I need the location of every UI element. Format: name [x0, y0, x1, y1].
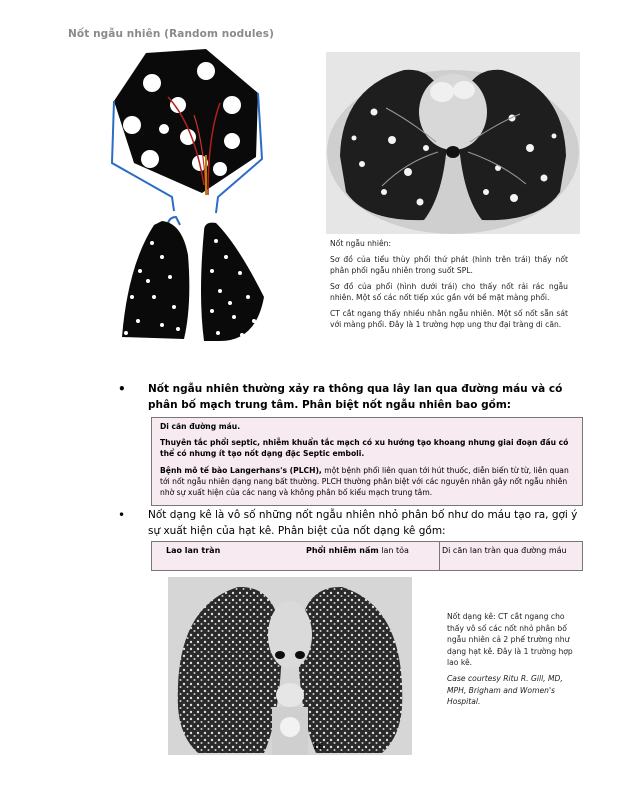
- bottom-figure-caption: [447, 611, 579, 712]
- bullet-text: Nốt dạng kê là vô số những nốt ngẫu nhiên nhỏ phân bố như do máu tạo ra, gợi ý sự xuất hiện của hạt kê. Phân biệt của nốt dạng kê gồm:: [148, 509, 578, 537]
- bullet-marker: •: [118, 382, 126, 396]
- top-figure-caption: [330, 238, 568, 335]
- bullet-text: Nốt ngẫu nhiên thường xảy ra thông qua lây lan qua đường máu và có phân bố mạch trung tâm. Phân biệt nốt ngẫu nhiên bao gồm:: [148, 383, 563, 411]
- differential-cell: Lao lan tràn: [166, 546, 221, 555]
- caption-credit: Case courtesy Ritu R. Gill, MD, MPH, Brigham and Women's Hospital.: [447, 673, 563, 707]
- differential-item: Thuyên tắc phổi septic, nhiễm khuẩn tắc mạch có xu hướng tạo khoang nhưng giai đoạn đầu có thể có nhưng ít tạo nốt dạng đặc Septic emboli.: [160, 438, 569, 459]
- caption-paragraph: CT cắt ngang thấy nhiều nhân ngẫu nhiên. Một số nốt sẵn sát với màng phổi. Đây là 1 trường hợp ung thư đại tràng di căn.: [330, 308, 568, 329]
- random-nodule-diagram: [108, 45, 308, 350]
- page-number: 16: [313, 742, 324, 751]
- differential-box-miliary: [151, 541, 583, 571]
- caption-paragraph: Sơ đồ của tiểu thùy phổi thứ phát (hình trên trái) thấy nốt phân phối ngẫu nhiên trong suốt SPL.: [330, 254, 568, 275]
- differential-item: Bệnh mô tế bào Langerhans's (PLCH), một bệnh phổi liên quan tới hút thuốc, diễn biến từ từ, liên quan tới nốt ngẫu nhiên dạng nang bất thường. PLCH thường phân biệt với các nguyên nhân gây nốt ngẫu nhiên nhờ sự xuất hiện của các nang và không phân bố kiểu mạch trung tâm.: [160, 465, 569, 498]
- ct-image-miliary-nodules: [168, 577, 412, 755]
- bullet-marker: •: [118, 508, 126, 522]
- differential-cell: Di căn lan tràn qua đường máu: [442, 546, 567, 555]
- differential-cell: Phổi nhiễm nấm lan tỏa: [292, 542, 440, 570]
- section-title: Nốt ngẫu nhiên (Random nodules): [68, 28, 275, 40]
- caption-paragraph: Sơ đồ của phổi (hình dưới trái) cho thấy nốt rải rác ngẫu nhiên. Một số các nốt tiếp xúc gần với bề mặt màng phổi.: [330, 281, 568, 302]
- caption-heading: Nốt ngẫu nhiên:: [330, 239, 392, 248]
- differential-item: Di căn đường máu.: [160, 422, 241, 431]
- ct-image-random-nodules: [326, 52, 580, 234]
- differential-box-random: [151, 417, 583, 506]
- caption-paragraph: Nốt dạng kê: CT cắt ngang cho thấy vô số các nốt nhỏ phân bố ngẫu nhiên cả 2 phế trường như dạng hạt kê. Đây là 1 trường hợp lao kê.: [447, 612, 573, 668]
